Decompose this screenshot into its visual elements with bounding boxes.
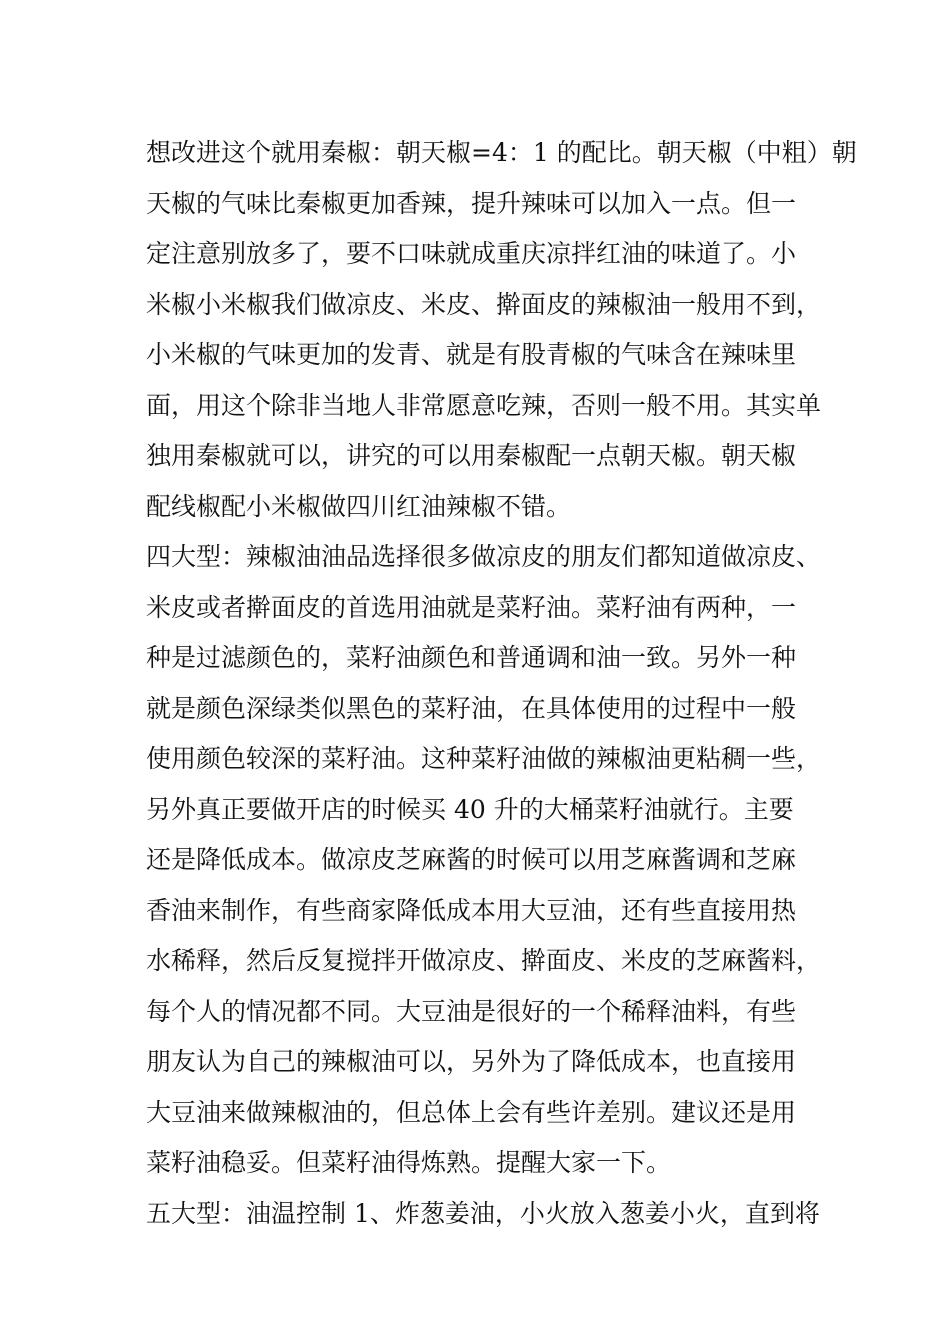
text-line: 想改进这个就用秦椒：朝天椒=4：1 的配比。朝天椒（中粗）朝: [146, 138, 857, 167]
body-text: [146, 128, 857, 1239]
text-line: 大豆油来做辣椒油的，但总体上会有些许差别。建议还是用: [146, 1097, 797, 1127]
text-line: 天椒的气味比秦椒更加香辣，提升辣味可以加入一点。但一: [146, 188, 797, 218]
text-line: 四大型：辣椒油油品选择很多做凉皮的朋友们都知道做凉皮、: [146, 542, 822, 571]
text-line: 配线椒配小米椒做四川红油辣椒不错。: [146, 491, 572, 521]
text-line: 小米椒的气味更加的发青、就是有股青椒的气味含在辣味里: [146, 340, 797, 369]
text-line: 朋友认为自己的辣椒油可以，另外为了降低成本，也直接用: [146, 1047, 797, 1076]
text-line: 另外真正要做开店的时候买 40 升的大桶菜籽油就行。主要: [146, 794, 794, 824]
text-line: 米椒小米椒我们做凉皮、米皮、擀面皮的辣椒油一般用不到，: [146, 289, 822, 319]
text-line: 米皮或者擀面皮的首选用油就是菜籽油。菜籽油有两种，一: [146, 592, 797, 622]
text-line: 面，用这个除非当地人非常愿意吃辣，否则一般不用。其实单: [146, 390, 822, 420]
text-line: 还是降低成本。做凉皮芝麻酱的时候可以用芝麻酱调和芝麻: [146, 845, 797, 874]
text-line: 每个人的情况都不同。大豆油是很好的一个稀释油料，有些: [146, 996, 797, 1026]
text-line: 香油来制作，有些商家降低成本用大豆油，还有些直接用热: [146, 895, 797, 925]
text-line: 水稀释，然后反复搅拌开做凉皮、擀面皮、米皮的芝麻酱料，: [146, 946, 822, 975]
text-line: 独用秦椒就可以，讲究的可以用秦椒配一点朝天椒。朝天椒: [146, 441, 797, 470]
text-line: 就是颜色深绿类似黑色的菜籽油，在具体使用的过程中一般: [146, 693, 797, 723]
text-line: 定注意别放多了，要不口味就成重庆凉拌红油的味道了。小: [146, 239, 797, 268]
text-line: 五大型：油温控制 1、炸葱姜油，小火放入葱姜小火，直到将: [146, 1198, 820, 1228]
text-line: 种是过滤颜色的，菜籽油颜色和普通调和油一致。另外一种: [146, 643, 797, 672]
text-line: 使用颜色较深的菜籽油。这种菜籽油做的辣椒油更粘稠一些，: [146, 744, 822, 773]
text-line: 菜籽油稳妥。但菜籽油得炼熟。提醒大家一下。: [146, 1148, 672, 1177]
